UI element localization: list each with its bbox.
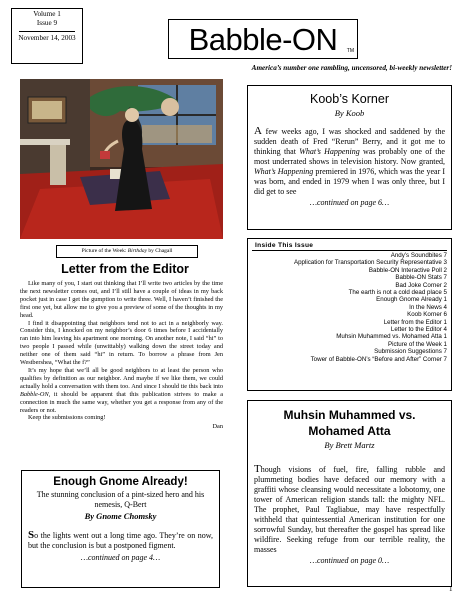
- gnome-byline: By Gnome Chomsky: [84, 511, 157, 521]
- koob-headline: Koob’s Korner: [310, 92, 389, 106]
- birthday-painting: [20, 79, 223, 239]
- toc-item: Babble-ON Interactive Poll 2: [368, 266, 447, 274]
- caption-artwork-title: Birthday: [127, 248, 148, 254]
- toc-item: Andy’s Soundbites 7: [390, 252, 447, 259]
- gnome-continued-link: …continued on page 4…: [80, 553, 161, 562]
- letter-paragraph: It’s my hope that we’ll all be good neighbors to at least the person who qualifies by definition as our neighbor. And maybe if we like them, we could actually hold a conversation with them too. And since I should tie this back into Babble-ON, it should be apparent that this publication strives to make a connection in much the same way, whether you get a response from any of the readers or not.: [20, 366, 223, 414]
- toc-item: In the News 4: [409, 303, 447, 311]
- drop-cap: A: [254, 125, 262, 137]
- muhsin-byline: By Brett Martz: [324, 440, 375, 450]
- toc-item: Tower of Babble-ON’s “Before and After” Corner 7: [310, 355, 447, 363]
- tagline: America’s number one rambling, uncensored, bi-weekly newsletter!: [251, 64, 452, 72]
- koob-continued-link: …continued on page 6…: [309, 198, 390, 207]
- muhsin-body: Though visions of fuel, fire, falling rubble and plummeting bodies have defaced our memory with a graffiti whose cleansing would necessitate a lobotomy, one tower of American religion stands tall: the mighty NFL. The prophet, Paul Tagliabue, may have respectfully withheld that quintessential American institution for one sorrowful Sunday, but thereafter the gospel has spread like wildfire. Seeking refuge from our terrible reality, the masses: [254, 463, 445, 554]
- toc-item: Babble-ON Stats 7: [395, 274, 447, 282]
- gnome-body: So the lights went out a long time ago. They’re on now, but the conclusion is but a postponed figment.: [28, 529, 213, 550]
- toc-item: Enough Gnome Already 1: [376, 296, 447, 304]
- gnome-subtitle: The stunning conclusion of a pint-sized hero and his nemesis, Q-Bert: [36, 490, 205, 509]
- editor-signature: Dan: [212, 423, 223, 431]
- toc-item: Muhsin Muhammed vs. Mohamed Atta 1: [336, 333, 447, 341]
- publication-name: Babble-ON: [20, 390, 49, 398]
- trademark-mark: TM: [346, 48, 354, 54]
- inside-this-issue-heading: Inside This Issue: [252, 241, 447, 251]
- gnome-headline: Enough Gnome Already!: [53, 476, 188, 488]
- caption-artist: by Chagall: [147, 248, 173, 254]
- drop-cap: S: [28, 529, 35, 541]
- toc-item: Application for Transportation Security Representative 3: [293, 259, 447, 267]
- toc-item: Bad Joke Corner 2: [395, 281, 447, 289]
- koob-article: [247, 85, 452, 230]
- koob-body: A few weeks ago, I was shocked and saddened by the sudden death of Fred “Rerun” Berry, and it got me to thinking that What’s Happening was probably one of the most underrated shows in television history. Now granted, What’s Happening premiered in 1976, which was the year I was born, and ended in 1979 when I was only three, but I did get to see: [254, 125, 446, 196]
- issue-date: November 14, 2003: [18, 34, 76, 42]
- toc-item: Letter from the Editor 1: [383, 318, 447, 326]
- muhsin-continued-link: …continued on page 0…: [309, 556, 390, 565]
- muhsin-article: [247, 400, 452, 587]
- toc-item: Picture of the Week 1: [387, 340, 447, 348]
- page-number: 1: [449, 585, 453, 593]
- letter-paragraph: I find it disappointing that neighbors tend not to act in a neighborly way. Consider this, I knocked on my neighbor’s door 6 times before I accidentally ran into him leaving his apartment one morning. On another note, I said “hi” to two people I passed while (unwittably) walking down the street today and neither one of them said “hi” in return. To borrow a phrase from Jen Westbershea, “What the f?”: [20, 319, 223, 367]
- letter-body: [20, 280, 223, 431]
- issue-label: Issue 9: [36, 19, 58, 27]
- gnome-article: [21, 470, 220, 588]
- caption-prefix: Picture of the Week:: [81, 248, 128, 254]
- koob-byline: By Koob: [334, 108, 365, 118]
- drop-cap: T: [254, 463, 261, 475]
- picture-of-the-week-image: [20, 79, 223, 239]
- muhsin-headline: Muhsin Muhammed vs. Mohamed Atta: [283, 408, 416, 438]
- toc-item: The earth is not a cold dead place 5: [348, 289, 447, 297]
- picture-caption: [56, 245, 198, 258]
- letter-paragraph: Like many of you, I start out thinking that I’ll write two articles by the time the next newsletter comes out, and I’ll still have a couple of ideas in my back pocket just in case I get the gumption to write three. Well, I haven’t finished the first one yet, but allow me to give you a preview of some of the thoughts in my head.: [20, 280, 223, 319]
- masthead: [168, 19, 358, 59]
- toc-item: Koob Korner 6: [407, 311, 447, 319]
- newsletter-title: Babble-ON: [188, 22, 338, 57]
- issue-info-divider: [19, 31, 75, 32]
- volume-label: Volume 1: [33, 10, 61, 18]
- toc-item: Submission Suggestions 7: [374, 348, 447, 356]
- letter-heading: Letter from the Editor: [61, 262, 189, 276]
- inside-this-issue: [247, 238, 452, 391]
- toc-item: Letter to the Editor 4: [390, 326, 447, 334]
- letter-paragraph: Keep the submissions coming!: [28, 414, 106, 422]
- table-of-contents: [252, 252, 447, 363]
- issue-info-box: [11, 8, 83, 64]
